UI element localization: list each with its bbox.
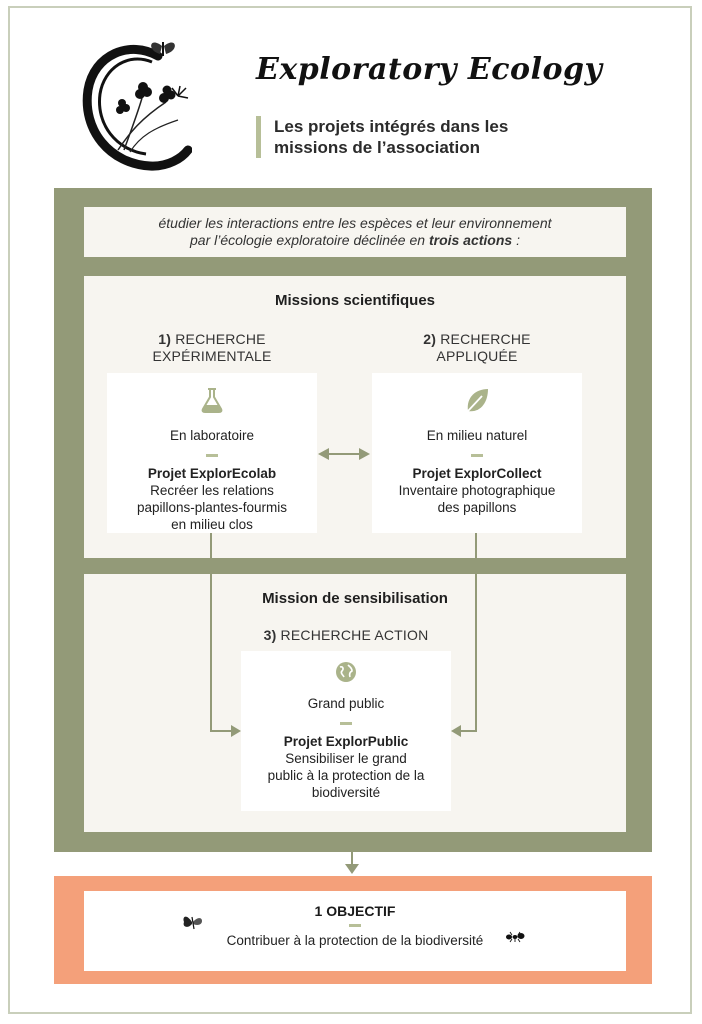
category-line-1: RECHERCHE [175, 331, 266, 347]
card-description: Inventaire photographique des papillons [398, 483, 556, 515]
brand-title: Exploratory Ecology [256, 52, 603, 87]
intro-emphasis: trois actions [428, 232, 513, 248]
card-place: En milieu naturel [426, 428, 528, 443]
card-description: Sensibiliser le grand public à la protection de la biodiversité [267, 751, 425, 800]
category-line-2: EXPÉRIMENTALE [152, 348, 272, 364]
objective-divider [349, 924, 361, 927]
category-line-1: RECHERCHE [440, 331, 531, 347]
intro-line-1: étudier les interactions entre les espèces et leur environnement [158, 215, 552, 231]
objective-text: Contribuer à la protection de la biodiversité [226, 933, 484, 948]
scientific-missions-title: Missions scientifiques [274, 292, 436, 309]
category-number: 1) [158, 331, 172, 347]
awareness-mission-title: Mission de sensibilisation [262, 590, 448, 607]
card-project: Projet ExplorCollect [412, 466, 542, 481]
objective-box [84, 891, 626, 971]
butterfly-icon [182, 913, 204, 931]
card-place: Grand public [307, 696, 385, 711]
objective-title: 1 OBJECTIF [314, 903, 396, 919]
intro-line-2-prefix: par l’écologie exploratoire déclinée en [190, 232, 429, 248]
card-project: Projet ExplorEcolab [147, 466, 277, 481]
category-line-2: APPLIQUÉE [436, 348, 518, 364]
intro-line-2-suffix: : [512, 232, 520, 248]
category-label: RECHERCHE ACTION [280, 627, 429, 643]
category-number: 2) [423, 331, 437, 347]
category-number: 3) [263, 627, 277, 643]
ant-icon [504, 931, 526, 943]
card-project: Projet ExplorPublic [283, 734, 409, 749]
card-description: Recréer les relations papillons-plantes-fourmis en milieu clos [136, 483, 288, 532]
page-subtitle: Les projets intégrés dans les missions de l’association [274, 117, 509, 157]
card-place: En laboratoire [169, 428, 255, 443]
